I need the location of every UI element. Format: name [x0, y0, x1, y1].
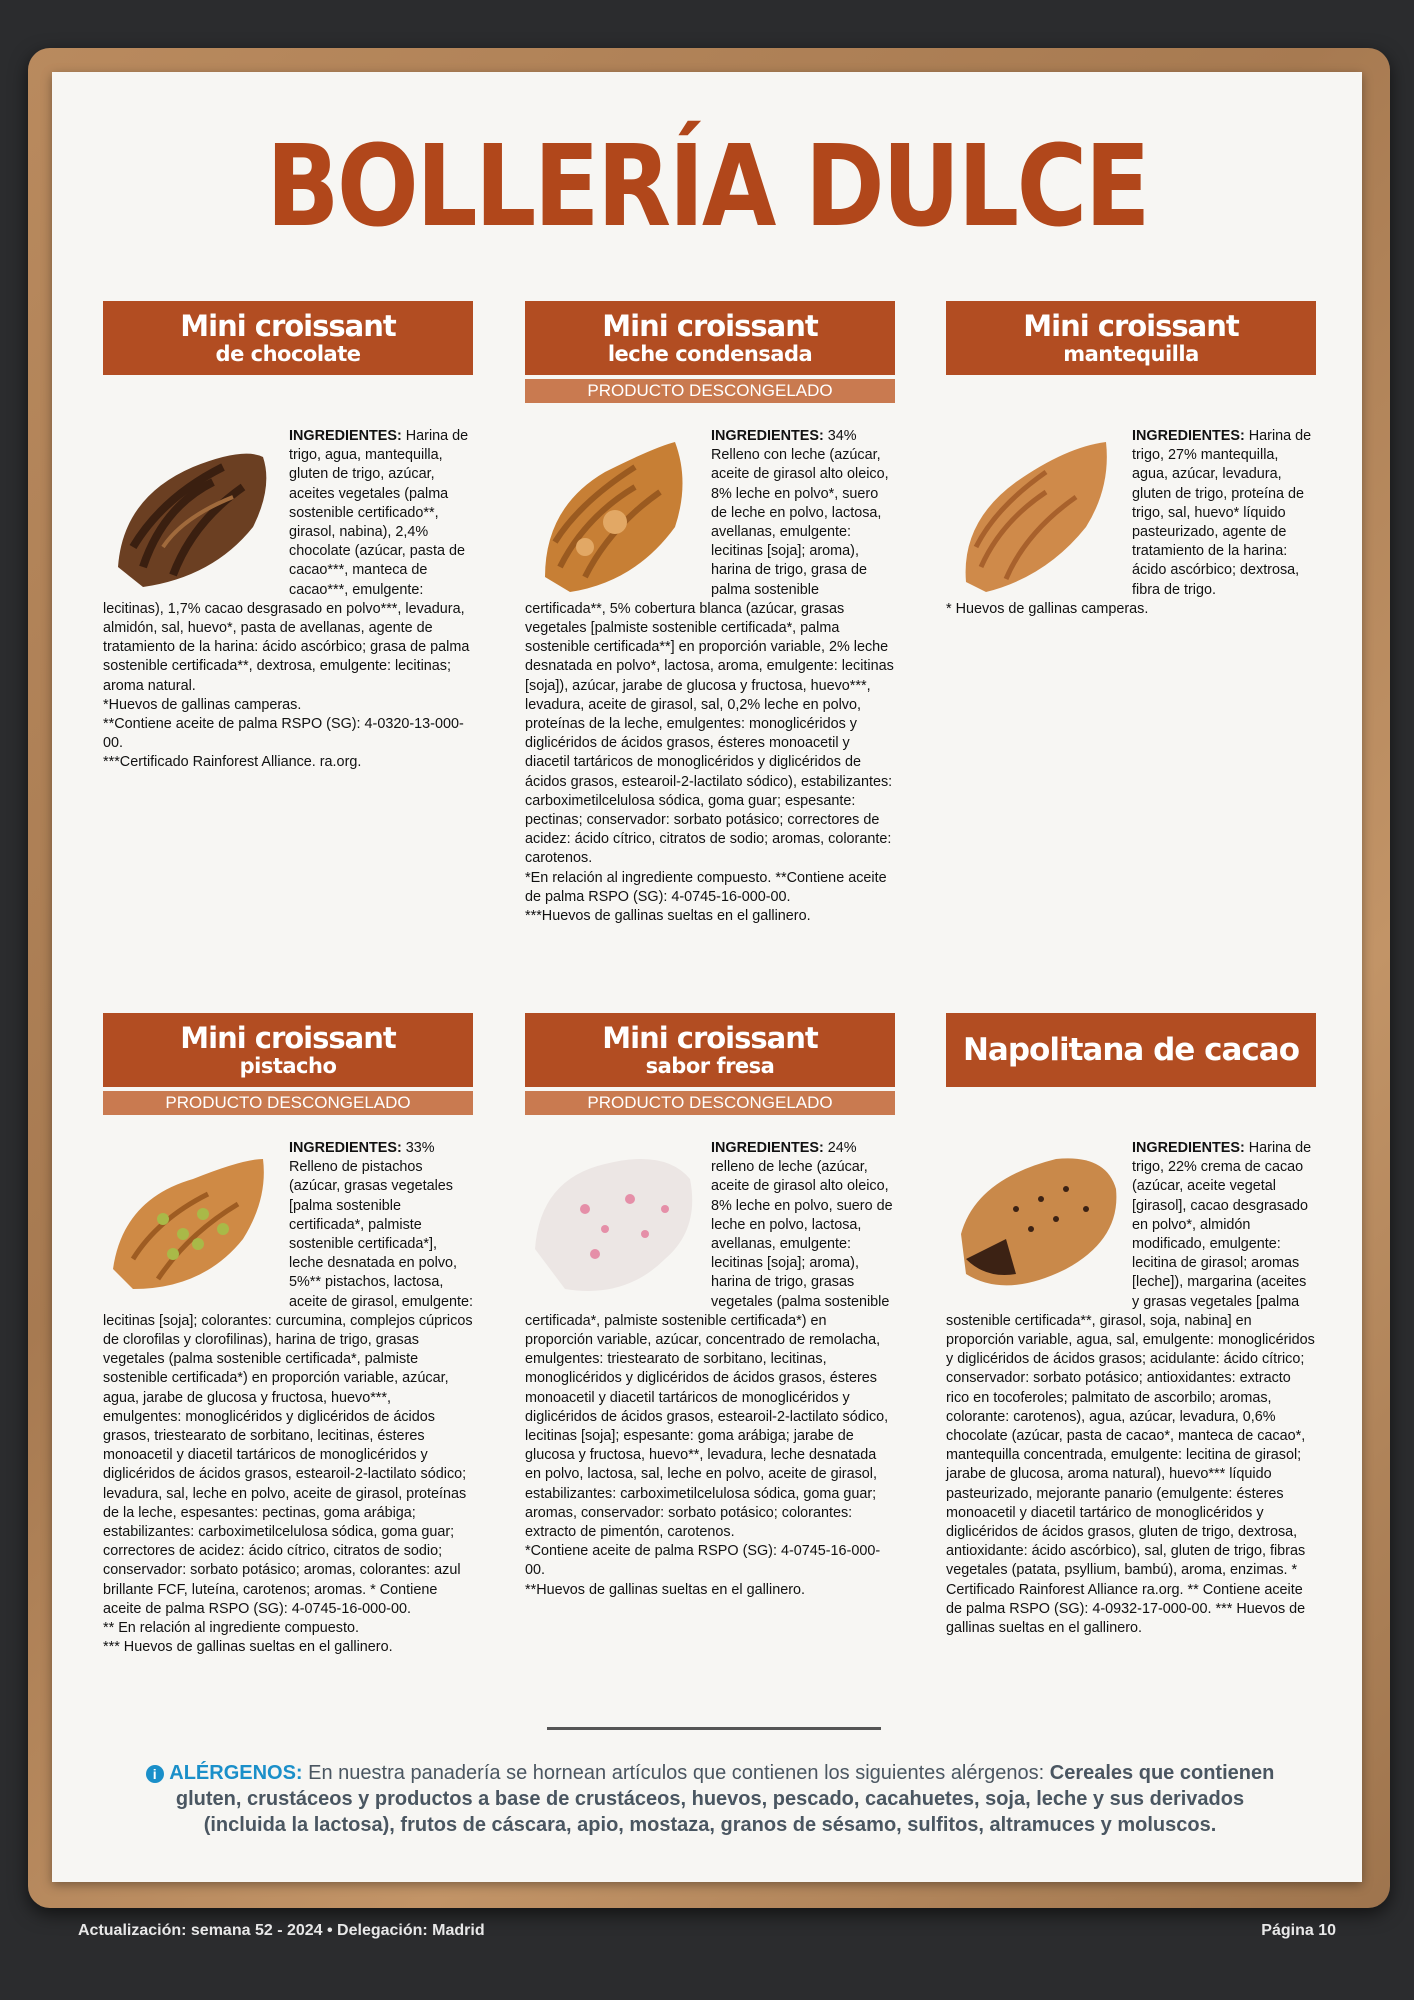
product-subtitle: leche condensada — [607, 342, 813, 366]
allergen-list: Cereales que contienen gluten, crustáceos y productos a base de crustáceos, huevos, pescado, cacahuetes, soja, leche y sus derivados (incluida la lactosa), frutos de cáscara, apio, mostaza, granos de sésamo, sulfitos, altramuces y moluscos. — [175, 1762, 1275, 1836]
product-name: Mini croissant — [1023, 309, 1239, 343]
napolitana-cacao-image — [946, 1139, 1126, 1309]
product-subtitle: de chocolate — [215, 342, 361, 366]
product-card-strawberry — [525, 1013, 895, 1600]
allergen-notice — [135, 1760, 1285, 1838]
ingredients-body: 34% Relleno con leche (azúcar, aceite de girasol alto oleico, 8% leche en polvo*, suero de leche en polvo, lactosa, avellanas, emulgente: lecitinas [soja]; aroma), harina de trigo, grasa de palma sostenible certificada**, 5% cobertura blanca (azúcar, grasas vegetales [palmiste sostenible certificada*, palma sostenible certificada**] en proporción variable, 2% leche desnatada en polvo*, lactosa, aroma, emulgente: lecitinas [soja]), azúcar, jarabe de glucosa y fructosa, huevo***, levadura, aceite de girasol, sal, 0,2% leche en polvo, proteínas de la leche, emulgentes: monoglicéridos y diglicéridos de ácidos grasos, ésteres monoacetil y diacetil tartáricos de monoglicéridos y diglicéridos de ácidos grasos, estearoil-2-lactilato sódico), estabilizantes: carboximetilcelulosa sódica, goma guar; espesante: pectinas; conservador: sorbato potásico; correctores de acidez: ácido cítrico, citratos de sodio; aromas, colorante: carotenos. *En relación al ingrediente compuesto. **Contiene aceite de palma RSPO (SG): 4-0745-16-000-00. ***Huevos de gallinas sueltas en el gallinero. — [525, 428, 894, 925]
ingredients-body: Harina de trigo, agua, mantequilla, gluten de trigo, azúcar, aceites vegetales (palma sostenible certificado**, girasol, nabina), 2,4% chocolate (azúcar, pasta de cacao***, manteca de cacao***, emulgente: lecitinas), 1,7% cacao desgrasado en polvo***, levadura, almidón, sal, huevo*, pasta de avellanas, agente de tratamiento de la harina: ácido ascórbico; grasa de palma sostenible certificada**, dextrosa, emulgente: lecitinas; aroma natural. *Huevos de gallinas camperas. **Contiene aceite de palma RSPO (SG): 4-0320-13-000-00. ***Certificado Rainforest Alliance. ra.org. — [103, 428, 470, 771]
ingredients-label: INGREDIENTES: — [1132, 428, 1245, 444]
product-header — [103, 301, 473, 375]
croissant-condensed-milk-image — [525, 427, 705, 597]
allergen-label: ALÉRGENOS: — [169, 1762, 303, 1784]
product-header — [946, 1013, 1316, 1087]
product-header — [946, 301, 1316, 375]
product-name: Mini croissant — [180, 1021, 396, 1055]
product-card-chocolate — [103, 301, 473, 773]
product-name: Mini croissant — [602, 309, 818, 343]
divider — [547, 1727, 881, 1730]
info-icon: i — [146, 1765, 164, 1783]
product-card-butter — [946, 301, 1316, 619]
footer-update: Actualización: semana 52 - 2024 • Delegación: Madrid — [78, 1922, 485, 1939]
croissant-butter-image — [946, 427, 1126, 597]
ingredients-label: INGREDIENTES: — [1132, 1140, 1245, 1156]
ingredients-label: INGREDIENTES: — [289, 1140, 402, 1156]
product-name: Napolitana de cacao — [962, 1032, 1300, 1068]
ingredients-body: Harina de trigo, 27% mantequilla, agua, azúcar, levadura, gluten de trigo, proteína de trigo, sal, huevo* líquido pasteurizado, agente de tratamiento de la harina: ácido ascórbico; dextrosa, fibra de trigo. * Huevos de gallinas camperas. — [946, 428, 1312, 617]
product-card-condensed-milk — [525, 301, 895, 926]
product-subtitle: sabor fresa — [645, 1054, 775, 1078]
croissant-pistachio-image — [103, 1139, 283, 1309]
ingredients-body: 24% relleno de leche (azúcar, aceite de girasol alto oleico, 8% leche en polvo, suero de leche en polvo, lactosa, avellanas, emulgente: lecitinas [soja]; aroma), harina de trigo, grasas vegetales (palma sostenible certificada*, palmiste sostenible certificada*) en proporción variable, azúcar, concentrado de remolacha, emulgentes: triestearato de sorbitano, lecitinas, monoglicéridos y diglicéridos de ácidos grasos, ésteres monoacetil y diacetil tartáricos de monoglicéridos y diglicéridos de ácidos grasos, estearoil-2-lactilato sódico, lecitinas [soja]; espesante: goma arábiga; jarabe de glucosa y fructosa, huevo**, levadura, leche desnatada en polvo, lactosa, sal, leche en polvo, aceite de girasol, estabilizantes: carboximetilcelulosa sódica, goma guar; aromas, conservador: sorbato potásico; colorantes: extracto de pimentón, carotenos. *Contiene aceite de palma RSPO (SG): 4-0745-16-000-00. **Huevos de gallinas sueltas en el gallinero. — [525, 1140, 893, 1598]
product-subtitle: pistacho — [239, 1054, 337, 1078]
frozen-badge: PRODUCTO DESCONGELADO — [525, 379, 895, 403]
croissant-chocolate-image — [103, 427, 283, 597]
product-header — [103, 1013, 473, 1087]
product-subtitle: mantequilla — [1063, 342, 1199, 366]
croissant-strawberry-image — [525, 1139, 705, 1309]
menu-sheet — [52, 72, 1362, 1882]
product-name: Mini croissant — [602, 1021, 818, 1055]
ingredients-body: Harina de trigo, 22% crema de cacao (azúcar, aceite vegetal [girasol], cacao desgrasado en polvo*, almidón modificado, emulgente: lecitina de girasol; aromas [leche]), margarina (aceites y grasas vegetales [palma sostenible certificada**, girasol, soja, nabina] en proporción variable, agua, sal, emulgente: monoglicéridos y diglicéridos de ácidos grasos; acidulante: ácido cítrico; conservador: sorbato potásico; antioxidantes: extracto rico en tocoferoles; palmitato de ascorbilo; aromas, colorante: carotenos), agua, azúcar, levadura, 0,6% chocolate (azúcar, pasta de cacao*, manteca de cacao*, mantequilla concentrada, emulgente: lecitina de girasol; jarabe de glucosa, aroma natural), huevo*** líquido pasteurizado, mejorante panario (emulgente: ésteres monoacetil y diacetil tartárico de monoglicéridos y diglicéridos de ácidos grasos, gluten de trigo, dextrosa, antioxidante: ácido ascórbico), sal, gluten de trigo, fibras vegetales (patata, psyllium, bambú), aroma, enzimas. * Certificado Rainforest Alliance ra.org. ** Contiene aceite de palma RSPO (SG): 4-0932-17-000-00. *** Huevos de gallinas sueltas en el gallinero. — [946, 1140, 1315, 1637]
product-card-napolitana — [946, 1013, 1316, 1638]
product-name: Mini croissant — [180, 309, 396, 343]
ingredients-label: INGREDIENTES: — [289, 428, 402, 444]
frozen-badge: PRODUCTO DESCONGELADO — [103, 1091, 473, 1115]
page-title: BOLLERÍA DULCE — [266, 122, 1148, 252]
frozen-badge: PRODUCTO DESCONGELADO — [525, 1091, 895, 1115]
product-header — [525, 1013, 895, 1087]
ingredients-label: INGREDIENTES: — [711, 428, 824, 444]
page-number: Página 10 — [1261, 1922, 1336, 1939]
product-card-pistachio — [103, 1013, 473, 1657]
allergen-intro: En nuestra panadería se hornean artículos que contienen los siguientes alérgenos: — [308, 1762, 1045, 1784]
ingredients-body: 33% Relleno de pistachos (azúcar, grasas vegetales [palma sostenible certificada*, palmiste sostenible certificada*], leche desnatada en polvo, 5%** pistachos, lactosa, aceite de girasol, emulgente: lecitinas [soja]; colorantes: curcumina, complejos cúpricos de clorofilas y clorofilinas), harina de trigo, grasas vegetales (palma sostenible certificada*, palmiste sostenible certificada*) en proporción variable, azúcar, agua, jarabe de glucosa y fructosa, huevo***, emulgentes: monoglicéridos y diglicéridos de ácidos grasos, triestearato de sorbitano, lecitinas, ésteres monoacetil y diacetil tartáricos de monoglicéridos y diglicéridos de ácidos grasos, estearoil-2-lactilato sódico; levadura, sal, leche en polvo, aceite de girasol, proteínas de la leche, espesantes: pectinas, goma arábiga; estabilizantes: carboximetilcelulosa sódica, goma guar; correctores de acidez: ácido cítrico, citratos de sodio; conservador: sorbato potásico; aromas, colorantes: azul brillante FCF, luteína, carotenos; aromas. * Contiene aceite de palma RSPO (SG): 4-0745-16-000-00. ** En relación al ingrediente compuesto. *** Huevos de gallinas sueltas en el gallinero. — [103, 1140, 473, 1656]
ingredients-label: INGREDIENTES: — [711, 1140, 824, 1156]
product-header — [525, 301, 895, 375]
